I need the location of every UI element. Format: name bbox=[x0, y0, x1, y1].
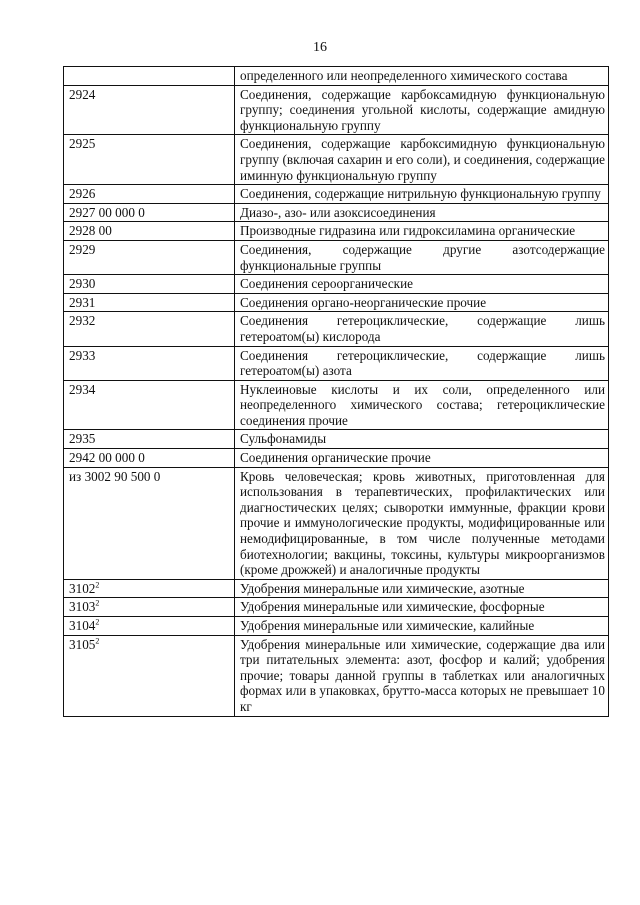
description-cell: Нуклеиновые кислоты и их соли, определенного или неопределенного химического состава; гетероциклические соединения прочие bbox=[235, 380, 609, 430]
table-row bbox=[64, 203, 609, 222]
code-text: 2928 00 bbox=[69, 223, 112, 239]
code-superscript: 2 bbox=[95, 580, 100, 590]
code-cell bbox=[64, 380, 235, 430]
table-row bbox=[64, 240, 609, 274]
description-cell: Удобрения минеральные или химические, азотные bbox=[235, 579, 609, 598]
code-text: 3105 bbox=[69, 636, 96, 652]
code-cell bbox=[64, 312, 235, 346]
code-cell bbox=[64, 135, 235, 185]
description-cell: Кровь человеческая; кровь животных, приготовленная для использования в терапевтических, профилактических или диагностических целях; сыворотки иммунные, фракции крови прочие и иммунологические продукты, модифицированные или немодифицированные, в том числе полученные методами биотехнологии; вакцины, токсины, культуры микроорганизмов (кроме дрожжей) и аналогичные продукты bbox=[235, 467, 609, 579]
code-cell bbox=[64, 203, 235, 222]
code-cell bbox=[64, 240, 235, 274]
table-row bbox=[64, 135, 609, 185]
code-cell bbox=[64, 430, 235, 449]
code-cell bbox=[64, 346, 235, 380]
code-text: 2935 bbox=[69, 431, 96, 447]
code-text: 2942 00 000 0 bbox=[69, 450, 145, 466]
code-cell bbox=[64, 635, 235, 716]
code-text: 2934 bbox=[69, 381, 96, 397]
description-cell: Соединения, содержащие нитрильную функциональную группу bbox=[235, 185, 609, 204]
table-row bbox=[64, 293, 609, 312]
table-row bbox=[64, 222, 609, 241]
code-cell bbox=[64, 275, 235, 294]
code-text: 3103 bbox=[69, 599, 96, 615]
code-text: 2933 bbox=[69, 347, 96, 363]
table-row bbox=[64, 449, 609, 468]
description-cell: Соединения сероорганические bbox=[235, 275, 609, 294]
table-row bbox=[64, 635, 609, 716]
description-cell: Удобрения минеральные или химические, калийные bbox=[235, 617, 609, 636]
table-body bbox=[64, 67, 609, 717]
code-superscript: 2 bbox=[95, 636, 100, 646]
commodity-table bbox=[63, 66, 609, 717]
table-row bbox=[64, 67, 609, 86]
description-cell: Соединения гетероциклические, содержащие лишь гетероатом(ы) кислорода bbox=[235, 312, 609, 346]
table-row bbox=[64, 380, 609, 430]
table-row bbox=[64, 346, 609, 380]
description-cell: Удобрения минеральные или химические, фосфорные bbox=[235, 598, 609, 617]
description-cell: Соединения органические прочие bbox=[235, 449, 609, 468]
code-cell bbox=[64, 617, 235, 636]
table-row bbox=[64, 617, 609, 636]
code-text: из 3002 90 500 0 bbox=[69, 468, 161, 484]
description-cell: Соединения, содержащие другие азотсодержащие функциональные группы bbox=[235, 240, 609, 274]
code-text: 2932 bbox=[69, 313, 96, 329]
table-row bbox=[64, 85, 609, 135]
description-cell: Соединения гетероциклические, содержащие лишь гетероатом(ы) азота bbox=[235, 346, 609, 380]
description-cell: Соединения, содержащие карбоксимидную функциональную группу (включая сахарин и его соли), и соединения, содержащие иминную функциональную группу bbox=[235, 135, 609, 185]
code-text: 3104 bbox=[69, 618, 96, 633]
table-row bbox=[64, 312, 609, 346]
code-cell bbox=[64, 579, 235, 598]
table-row bbox=[64, 430, 609, 449]
description-cell: Диазо-, азо- или азоксисоединения bbox=[235, 203, 609, 222]
code-text: 2930 bbox=[69, 276, 96, 292]
description-cell: Удобрения минеральные или химические, содержащие два или три питательных элемента: азот, фосфор и калий; удобрения прочие; товары данной группы в таблетках или аналогичных формах или в упаковках, брутто-масса которых не превышает 10 кг bbox=[235, 635, 609, 716]
description-cell: Соединения, содержащие карбоксамидную функциональную группу; соединения угольной кислоты, содержащие амидную функциональную группу bbox=[235, 85, 609, 135]
code-cell bbox=[64, 598, 235, 617]
code-text: 2931 bbox=[69, 294, 96, 310]
description-cell: Производные гидразина или гидроксиламина органические bbox=[235, 222, 609, 241]
description-cell: определенного или неопределенного химического состава bbox=[235, 67, 609, 86]
code-superscript: 2 bbox=[95, 617, 100, 627]
code-cell bbox=[64, 85, 235, 135]
code-text: 2926 bbox=[69, 186, 96, 202]
table-row bbox=[64, 275, 609, 294]
code-text: 2925 bbox=[69, 136, 96, 152]
table-row bbox=[64, 467, 609, 579]
description-cell: Соединения органо-неорганические прочие bbox=[235, 293, 609, 312]
code-cell bbox=[64, 67, 235, 86]
code-cell bbox=[64, 222, 235, 241]
table-row bbox=[64, 579, 609, 598]
description-cell: Сульфонамиды bbox=[235, 430, 609, 449]
code-cell bbox=[64, 293, 235, 312]
code-cell bbox=[64, 449, 235, 468]
table-row bbox=[64, 185, 609, 204]
page-number: 16 bbox=[313, 40, 327, 55]
code-cell bbox=[64, 467, 235, 579]
code-text: 3102 bbox=[69, 580, 96, 596]
code-cell bbox=[64, 185, 235, 204]
code-text: 2927 00 000 0 bbox=[69, 204, 145, 220]
code-superscript: 2 bbox=[95, 599, 100, 609]
table-row bbox=[64, 598, 609, 617]
code-text: 2929 bbox=[69, 241, 96, 257]
code-text: 2924 bbox=[69, 86, 96, 102]
